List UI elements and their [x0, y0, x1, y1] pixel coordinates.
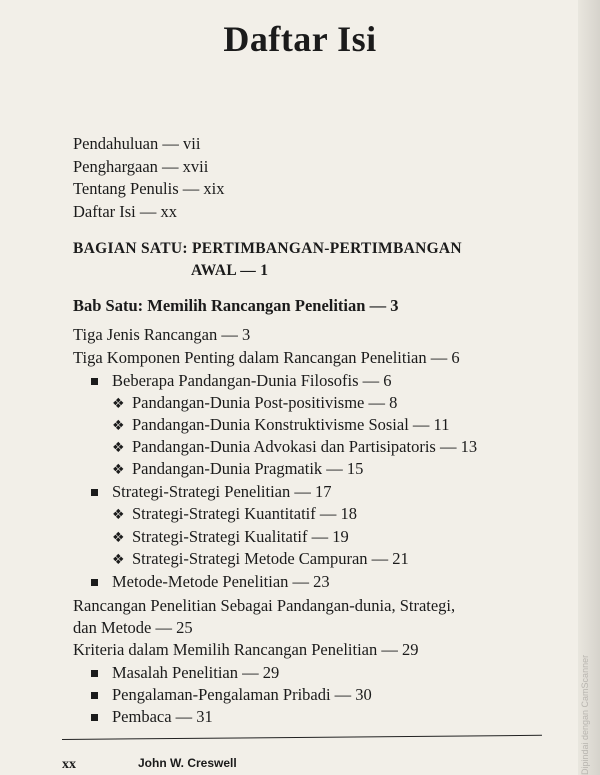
square-bullet-icon: [91, 579, 98, 586]
square-bullet-icon: [91, 378, 98, 385]
toc-entry-level3: ❖ Pandangan-Dunia Post-positivisme — 8: [112, 393, 398, 413]
chapter-heading: Bab Satu: Memilih Rancangan Penelitian — 3: [73, 296, 399, 315]
toc-entry-level2: Pembaca — 31: [91, 707, 213, 727]
diamond-bullet-icon: ❖: [112, 396, 125, 413]
footer-page-number: xx: [62, 757, 76, 772]
page-title: Daftar Isi: [223, 19, 377, 59]
toc-entry-level2: Masalah Penelitian — 29: [91, 663, 279, 683]
diamond-bullet-icon: ❖: [112, 530, 125, 547]
toc-entry-level3: ❖ Pandangan-Dunia Konstruktivisme Sosial — 11: [112, 415, 450, 435]
diamond-bullet-icon: ❖: [112, 440, 125, 457]
square-bullet-icon: [91, 670, 98, 677]
toc-entry: Tiga Jenis Rancangan — 3: [73, 325, 251, 344]
square-bullet-icon: [91, 489, 98, 496]
toc-entry-level2: Beberapa Pandangan-Dunia Filosofis — 6: [91, 371, 392, 391]
footer-rule: [62, 735, 542, 740]
diamond-bullet-icon: ❖: [112, 418, 125, 435]
toc-front-pendahuluan: Pendahuluan — vii: [73, 134, 201, 153]
toc-front-tentang-penulis: Tentang Penulis — xix: [73, 179, 225, 198]
toc-entry-level2: Pengalaman-Pengalaman Pribadi — 30: [91, 685, 372, 705]
scanner-watermark: Dipindai dengan CamScanner: [580, 654, 590, 775]
square-bullet-icon: [91, 692, 98, 699]
toc-entry-level3: ❖ Pandangan-Dunia Pragmatik — 15: [112, 459, 364, 479]
toc-entry-level3: ❖ Strategi-Strategi Kualitatif — 19: [112, 527, 349, 547]
part-heading-line2: AWAL — 1: [191, 262, 269, 279]
diamond-bullet-icon: ❖: [112, 462, 125, 479]
toc-entry-level2: Strategi-Strategi Penelitian — 17: [91, 482, 332, 502]
toc-entry-level3: ❖ Strategi-Strategi Kuantitatif — 18: [112, 504, 357, 524]
toc-entry: Tiga Komponen Penting dalam Rancangan Penelitian — 6: [73, 348, 460, 367]
toc-entry-continued: dan Metode — 25: [73, 618, 193, 637]
toc-front-daftar-isi: Daftar Isi — xx: [73, 202, 178, 221]
toc-front-penghargaan: Penghargaan — xvii: [73, 157, 209, 176]
toc-entry-level3: ❖ Strategi-Strategi Metode Campuran — 21: [112, 549, 409, 569]
diamond-bullet-icon: ❖: [112, 552, 125, 569]
part-heading-line1: BAGIAN SATU: PERTIMBANGAN-PERTIMBANGAN: [73, 240, 462, 257]
diamond-bullet-icon: ❖: [112, 507, 125, 524]
toc-entry-level3: ❖ Pandangan-Dunia Advokasi dan Partisipatoris — 13: [112, 437, 478, 457]
toc-entry: Kriteria dalam Memilih Rancangan Penelitian — 29: [73, 640, 419, 659]
square-bullet-icon: [91, 714, 98, 721]
toc-entry: Rancangan Penelitian Sebagai Pandangan-dunia, Strategi,: [73, 596, 456, 615]
toc-entry-level2: Metode-Metode Penelitian — 23: [91, 572, 330, 592]
footer-author: John W. Creswell: [138, 756, 237, 770]
